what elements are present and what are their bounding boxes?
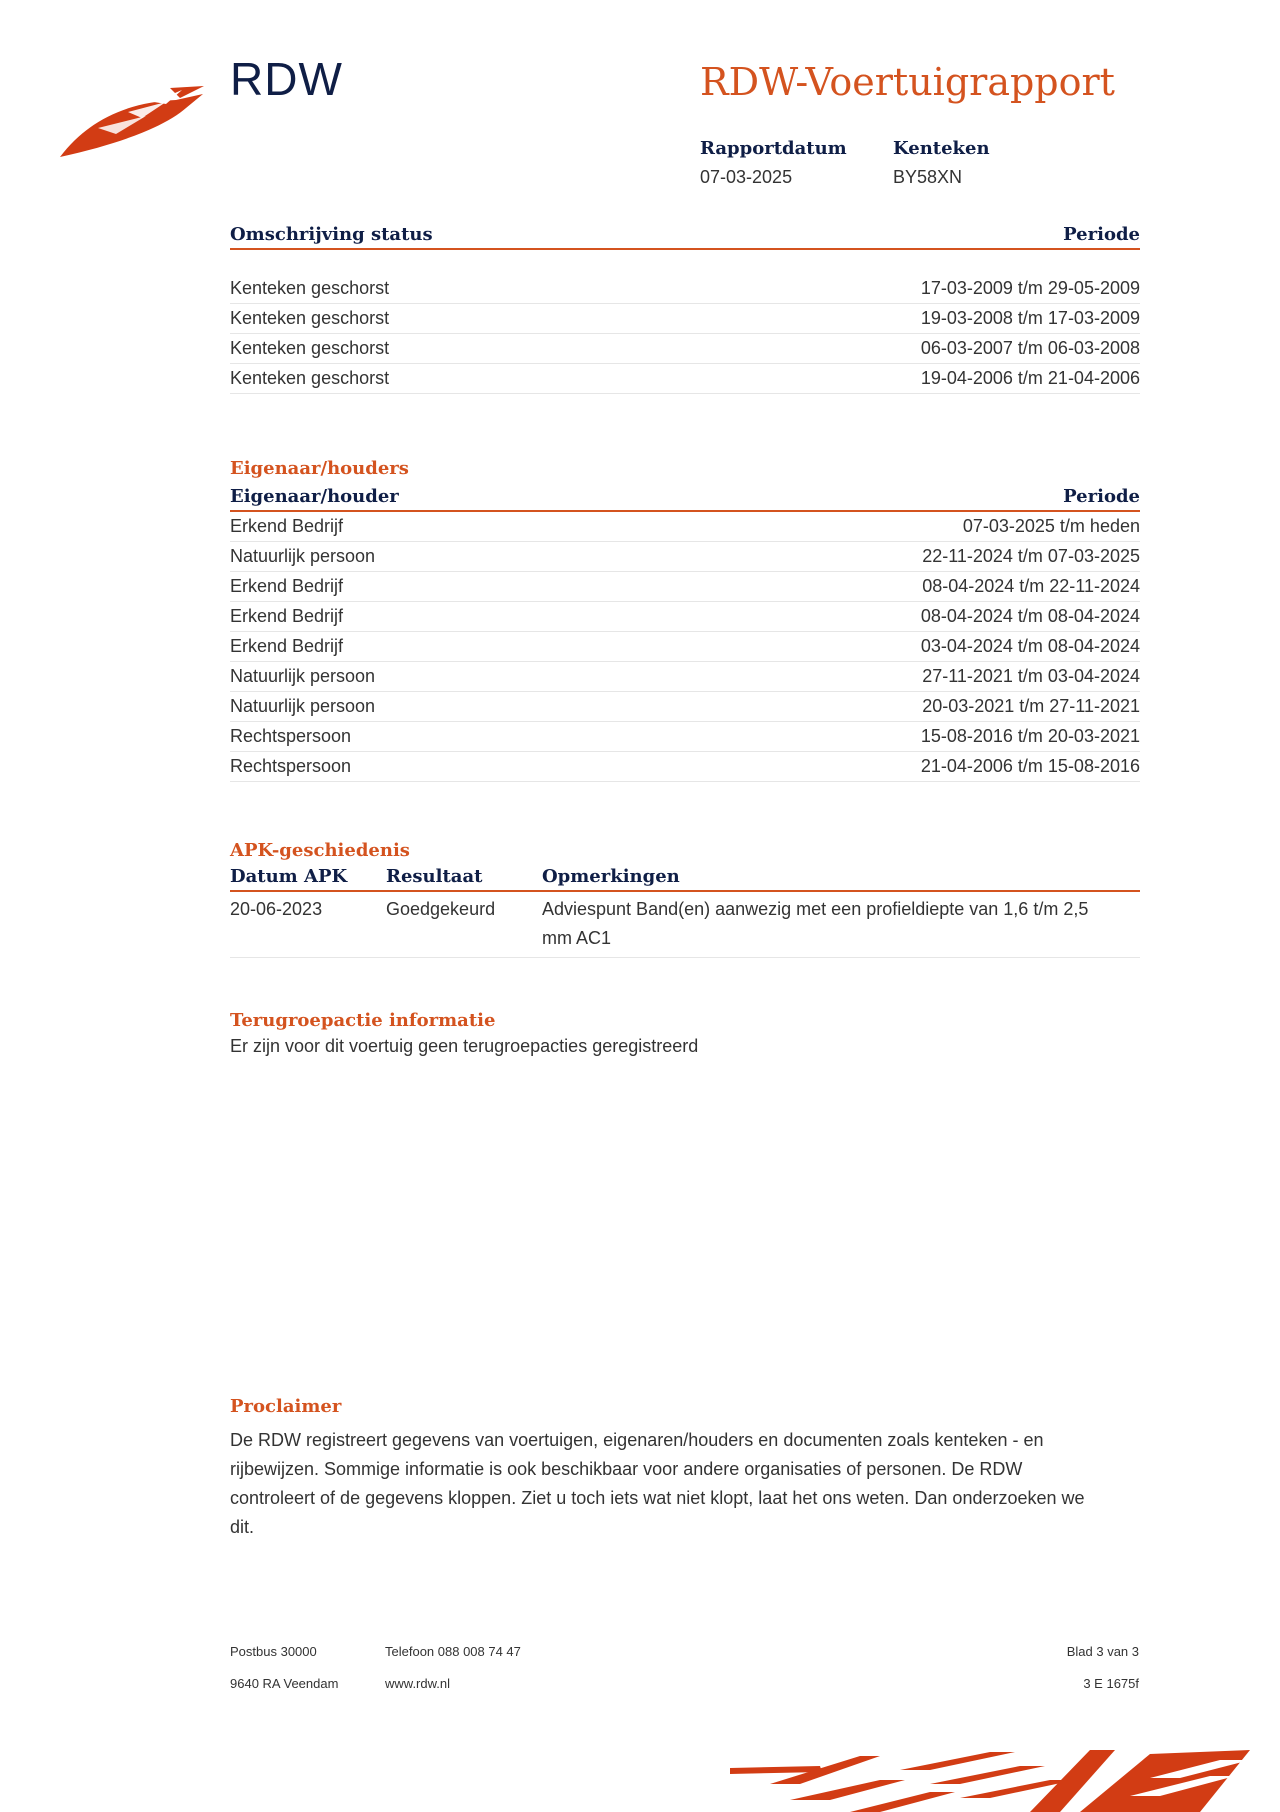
status-col-description: Omschrijving status [230, 224, 433, 245]
recall-heading: Terugroepactie informatie [230, 1010, 496, 1031]
footer-postbus: Postbus 30000 [230, 1644, 317, 1659]
status-table [230, 224, 1140, 394]
owners-col-owner: Eigenaar/houder [230, 486, 399, 507]
report-date-label: Rapportdatum [700, 138, 847, 159]
owner-type: Erkend Bedrijf [230, 606, 344, 626]
apk-result: Goedgekeurd [386, 899, 496, 919]
apk-col-result: Resultaat [386, 866, 483, 887]
status-description: Kenteken geschorst [230, 278, 390, 298]
table-row [230, 662, 1140, 692]
table-row [230, 572, 1140, 602]
owner-period: 08-04-2024 t/m 22-11-2024 [922, 576, 1140, 596]
owner-period: 27-11-2021 t/m 03-04-2024 [922, 666, 1140, 686]
rdw-feather-logo-icon [58, 80, 208, 160]
table-row [230, 274, 1140, 304]
status-col-period: Periode [1063, 224, 1140, 245]
owners-table [230, 486, 1140, 782]
table-row [230, 602, 1140, 632]
table-row [230, 692, 1140, 722]
owner-period: 07-03-2025 t/m heden [962, 516, 1140, 536]
owners-col-period: Periode [1063, 486, 1140, 507]
owner-period: 20-03-2021 t/m 27-11-2021 [922, 696, 1140, 716]
owner-type: Erkend Bedrijf [230, 636, 344, 656]
owner-type: Natuurlijk persoon [230, 666, 376, 686]
status-period: 19-04-2006 t/m 21-04-2006 [920, 368, 1140, 388]
owner-type: Erkend Bedrijf [230, 516, 344, 536]
plate-value: BY58XN [893, 167, 963, 187]
table-row [230, 722, 1140, 752]
apk-col-remarks: Opmerkingen [542, 866, 680, 887]
report-date-value: 07-03-2025 [700, 167, 793, 187]
owner-type: Natuurlijk persoon [230, 546, 376, 566]
table-row [230, 632, 1140, 662]
table-row [230, 542, 1140, 572]
apk-table-header [230, 866, 1140, 892]
table-row [230, 512, 1140, 542]
table-row [230, 304, 1140, 334]
status-description: Kenteken geschorst [230, 368, 390, 388]
owner-type: Rechtspersoon [230, 726, 352, 746]
recall-text: Er zijn voor dit voertuig geen terugroepacties geregistreerd [230, 1036, 699, 1056]
apk-date: 20-06-2023 [230, 899, 323, 919]
apk-remarks: Adviespunt Band(en) aanwezig met een profieldiepte van 1,6 t/m 2,5 mm AC1 [542, 899, 1089, 948]
apk-heading: APK-geschiedenis [230, 840, 410, 861]
proclaimer-text: De RDW registreert gegevens van voertuigen, eigenaren/houders en documenten zoals kenteken - en rijbewijzen. Sommige informatie is ook beschikbaar voor andere organisaties of personen. De RDW controleert of de gegevens kloppen. Ziet u toch iets wat niet klopt, laat het ons weten. Dan onderzoeken we dit. [230, 1430, 1085, 1537]
footer-document-code: 3 E 1675f [1083, 1676, 1139, 1691]
owner-period: 03-04-2024 t/m 08-04-2024 [920, 636, 1140, 656]
table-row [230, 364, 1140, 394]
owner-period: 08-04-2024 t/m 08-04-2024 [920, 606, 1140, 626]
apk-table [230, 866, 1140, 958]
table-row [230, 892, 1140, 958]
status-description: Kenteken geschorst [230, 308, 390, 328]
owner-period: 21-04-2006 t/m 15-08-2016 [920, 756, 1140, 776]
footer-city: 9640 RA Veendam [230, 1676, 339, 1691]
apk-col-date: Datum APK [230, 866, 348, 887]
table-row [230, 334, 1140, 364]
brand-name: RDW [230, 53, 343, 105]
owner-type: Erkend Bedrijf [230, 576, 344, 596]
status-period: 19-03-2008 t/m 17-03-2009 [920, 308, 1140, 328]
table-row [230, 752, 1140, 782]
owner-period: 15-08-2016 t/m 20-03-2021 [920, 726, 1140, 746]
footer-page-number: Blad 3 van 3 [1066, 1644, 1139, 1659]
status-description: Kenteken geschorst [230, 338, 390, 358]
status-table-header [230, 224, 1140, 250]
status-period: 06-03-2007 t/m 06-03-2008 [920, 338, 1140, 358]
rdw-stripes-graphic [730, 1740, 1280, 1812]
owner-type: Rechtspersoon [230, 756, 352, 776]
footer-phone: Telefoon 088 008 74 47 [385, 1644, 521, 1659]
owners-heading: Eigenaar/houders [230, 458, 409, 479]
owner-period: 22-11-2024 t/m 07-03-2025 [922, 546, 1140, 566]
plate-label: Kenteken [893, 138, 990, 159]
page-title: RDW-Voertuigrapport [700, 60, 1115, 104]
footer-website[interactable]: www.rdw.nl [385, 1676, 451, 1691]
status-period: 17-03-2009 t/m 29-05-2009 [920, 278, 1140, 298]
owner-type: Natuurlijk persoon [230, 696, 376, 716]
proclaimer-heading: Proclaimer [230, 1396, 342, 1417]
owners-table-header [230, 486, 1140, 512]
